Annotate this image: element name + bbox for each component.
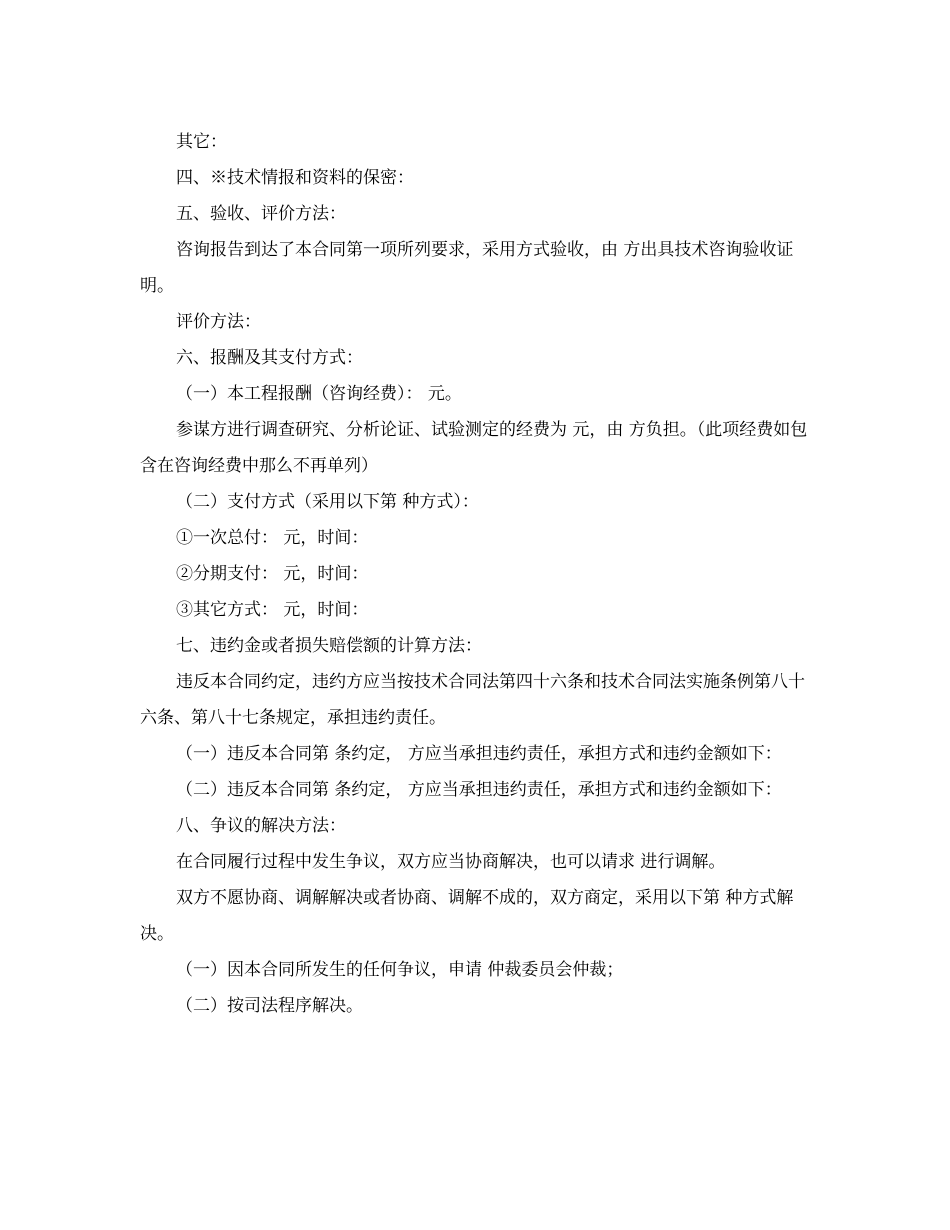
acceptance-paragraph: 咨询报告到达了本合同第一项所列要求，采用方式验收，由 方出具技术咨询验收证明。: [140, 240, 794, 296]
payment-option-1: ①一次总付： 元，时间：: [176, 528, 369, 548]
dispute-option-judicial: （二）按司法程序解决。: [176, 996, 363, 1016]
dispute-mediation-paragraph: 在合同履行过程中发生争议，双方应当协商解决，也可以请求 进行调解。: [176, 852, 726, 872]
payment-method-item-2: （二）支付方式（采用以下第 种方式）：: [176, 492, 479, 512]
breach-clause-1: （一）违反本合同第 条约定， 方应当承担违约责任，承担方式和违约金额如下：: [176, 744, 782, 764]
document-body: [140, 124, 812, 1024]
research-expense-paragraph: 参谋方进行调查研究、分析论证、试验测定的经费为 元，由 方负担。（此项经费如包含在咨询经费中那么不再单列）: [140, 420, 808, 476]
section-8-heading: 八、争议的解决方法：: [176, 816, 346, 836]
breach-clause-2: （二）违反本合同第 条约定， 方应当承担违约责任，承担方式和违约金额如下：: [176, 780, 782, 800]
payment-option-2: ②分期支付： 元，时间：: [176, 564, 369, 584]
dispute-option-arbitration: （一）因本合同所发生的任何争议，申请 仲裁委员会仲裁；: [176, 960, 624, 980]
section-7-heading: 七、违约金或者损失赔偿额的计算方法：: [176, 636, 482, 656]
paragraph-other: 其它：: [176, 132, 227, 152]
evaluation-method: 评价方法：: [176, 312, 261, 332]
section-6-heading: 六、报酬及其支付方式：: [176, 348, 363, 368]
breach-liability-paragraph: 违反本合同约定，违约方应当按技术合同法第四十六条和技术合同法实施条例第八十六条、第八十七条规定，承担违约责任。: [140, 672, 805, 728]
payment-option-3: ③其它方式： 元，时间：: [176, 600, 369, 620]
remuneration-item-1: （一）本工程报酬（咨询经费）： 元。: [176, 384, 462, 404]
section-4-heading: 四、※技术情报和资料的保密：: [176, 168, 414, 188]
dispute-options-paragraph: 双方不愿协商、调解解决或者协商、调解不成的，双方商定，采用以下第 种方式解决。: [140, 888, 794, 944]
section-5-heading: 五、验收、评价方法：: [176, 204, 346, 224]
